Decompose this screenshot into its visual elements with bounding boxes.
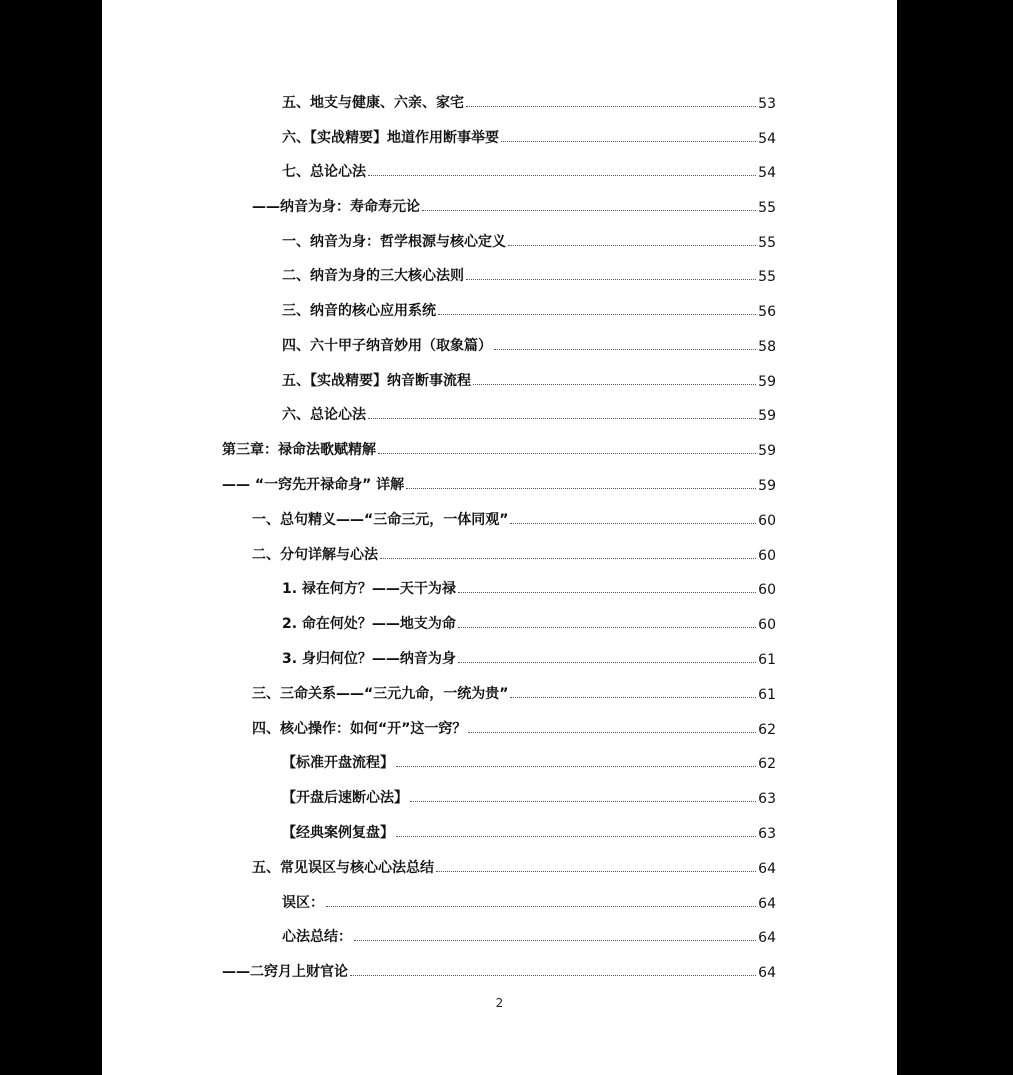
toc-leader-dots xyxy=(350,974,756,976)
toc-entry[interactable] xyxy=(282,818,776,842)
toc-entry[interactable] xyxy=(282,88,776,112)
toc-entry[interactable] xyxy=(282,227,776,251)
toc-entry[interactable] xyxy=(282,922,776,946)
toc-leader-dots xyxy=(458,591,756,593)
toc-leader-dots xyxy=(501,140,756,142)
toc-entry-page: 54 xyxy=(758,165,776,181)
toc-leader-dots xyxy=(436,870,756,872)
toc-entry[interactable] xyxy=(252,714,776,738)
toc-entry[interactable] xyxy=(282,296,776,320)
toc-entry-title: 第三章：禄命法歌赋精解 xyxy=(222,442,376,458)
toc-leader-dots xyxy=(494,348,756,350)
toc-entry-page: 60 xyxy=(758,548,776,564)
toc-entry[interactable] xyxy=(282,366,776,390)
toc-entry-page: 64 xyxy=(758,896,776,912)
toc-leader-dots xyxy=(326,905,756,907)
toc-entry-title: 六、【实战精要】地道作用断事举要 xyxy=(282,130,499,146)
toc-entry-title: 七、总论心法 xyxy=(282,164,366,180)
toc-entry-page: 59 xyxy=(758,408,776,424)
toc-entry-page: 64 xyxy=(758,965,776,981)
toc-entry[interactable] xyxy=(252,540,776,564)
toc-leader-dots xyxy=(510,522,756,524)
toc-entry[interactable] xyxy=(222,957,776,981)
toc-leader-dots xyxy=(466,105,756,107)
toc-entry-page: 60 xyxy=(758,617,776,633)
page-number: 2 xyxy=(495,996,504,1010)
toc-entry-title: 一、总句精义——“三命三元，一体同观” xyxy=(252,512,509,528)
toc-leader-dots xyxy=(380,557,756,559)
toc-entry-page: 59 xyxy=(758,443,776,459)
toc-entry-page: 64 xyxy=(758,861,776,877)
toc-entry-title: ——纳音为身：寿命寿元论 xyxy=(252,199,420,215)
toc-entry-page: 60 xyxy=(758,513,776,529)
toc-entry-title: 1. 禄在何方？——天干为禄 xyxy=(282,581,456,597)
toc-entry-title: 【经典案例复盘】 xyxy=(282,825,394,841)
toc-leader-dots xyxy=(396,835,756,837)
toc-entry[interactable] xyxy=(282,609,776,633)
toc-entry-page: 55 xyxy=(758,269,776,285)
toc-entry-title: 三、三命关系——“三元九命，一统为贵” xyxy=(252,686,509,702)
toc-entry-page: 62 xyxy=(758,722,776,738)
toc-entry-title: ——二窍月上财官论 xyxy=(222,964,348,980)
toc-leader-dots xyxy=(468,731,756,733)
toc-leader-dots xyxy=(378,452,756,454)
toc-entry[interactable] xyxy=(282,888,776,912)
toc-entry-page: 55 xyxy=(758,200,776,216)
toc-entry[interactable] xyxy=(282,123,776,147)
toc-entry[interactable] xyxy=(252,505,776,529)
toc-entry-title: 【开盘后速断心法】 xyxy=(282,790,408,806)
toc-entry[interactable] xyxy=(282,644,776,668)
toc-entry-title: —— “一窍先开禄命身” 详解 xyxy=(222,477,405,493)
toc-entry[interactable] xyxy=(282,400,776,424)
toc-entry-title: 二、纳音为身的三大核心法则 xyxy=(282,268,464,284)
toc-entry-title: 二、分句详解与心法 xyxy=(252,547,378,563)
toc-entry-title: 四、六十甲子纳音妙用（取象篇） xyxy=(282,338,492,354)
toc-entry-page: 59 xyxy=(758,478,776,494)
toc-leader-dots xyxy=(368,417,756,419)
toc-entry-page: 53 xyxy=(758,96,776,112)
toc-chapter-entry[interactable] xyxy=(222,435,776,459)
toc-entry-page: 58 xyxy=(758,339,776,355)
toc-entry-title: 3. 身归何位？——纳音为身 xyxy=(282,651,456,667)
toc-entry-page: 60 xyxy=(758,582,776,598)
toc-entry-page: 55 xyxy=(758,235,776,251)
toc-leader-dots xyxy=(410,800,756,802)
toc-leader-dots xyxy=(406,487,756,489)
toc-entry-title: 四、核心操作：如何“开”这一窍？ xyxy=(252,721,467,737)
toc-leader-dots xyxy=(396,765,756,767)
toc-leader-dots xyxy=(422,209,756,211)
toc-leader-dots xyxy=(458,661,756,663)
toc-entry[interactable] xyxy=(282,331,776,355)
toc-entry-title: 三、纳音的核心应用系统 xyxy=(282,303,436,319)
toc-entry-title: 五、常见误区与核心心法总结 xyxy=(252,860,434,876)
toc-leader-dots xyxy=(510,696,756,698)
toc-entry-page: 59 xyxy=(758,374,776,390)
toc-entry[interactable] xyxy=(252,192,776,216)
toc-entry[interactable] xyxy=(282,157,776,181)
toc-entry-title: 五、【实战精要】纳音断事流程 xyxy=(282,373,471,389)
toc-entry[interactable] xyxy=(282,574,776,598)
toc-entry-title: 六、总论心法 xyxy=(282,407,366,423)
toc-entry-title: 误区： xyxy=(282,895,324,911)
toc-entry[interactable] xyxy=(282,783,776,807)
toc-leader-dots xyxy=(438,313,756,315)
toc-leader-dots xyxy=(473,383,756,385)
toc-entry[interactable] xyxy=(282,748,776,772)
document-page xyxy=(102,0,897,1075)
toc-entry-title: 2. 命在何处？——地支为命 xyxy=(282,616,456,632)
toc-entry-title: 【标准开盘流程】 xyxy=(282,755,394,771)
toc-entry[interactable] xyxy=(252,853,776,877)
toc-entry-page: 64 xyxy=(758,930,776,946)
toc-entry-page: 62 xyxy=(758,756,776,772)
toc-entry-title: 五、地支与健康、六亲、家宅 xyxy=(282,95,464,111)
toc-leader-dots xyxy=(458,626,756,628)
toc-leader-dots xyxy=(508,244,756,246)
toc-leader-dots xyxy=(466,278,756,280)
toc-entry[interactable] xyxy=(222,470,776,494)
toc-entry-title: 一、纳音为身：哲学根源与核心定义 xyxy=(282,234,506,250)
toc-leader-dots xyxy=(368,174,756,176)
toc-entry-page: 61 xyxy=(758,687,776,703)
toc-entry-page: 56 xyxy=(758,304,776,320)
toc-entry[interactable] xyxy=(252,679,776,703)
toc-entry-title: 心法总结： xyxy=(282,929,352,945)
toc-entry-page: 61 xyxy=(758,652,776,668)
toc-entry-page: 63 xyxy=(758,826,776,842)
toc-leader-dots xyxy=(354,939,756,941)
toc-entry-page: 63 xyxy=(758,791,776,807)
toc-entry[interactable] xyxy=(282,261,776,285)
toc-entry-page: 54 xyxy=(758,131,776,147)
